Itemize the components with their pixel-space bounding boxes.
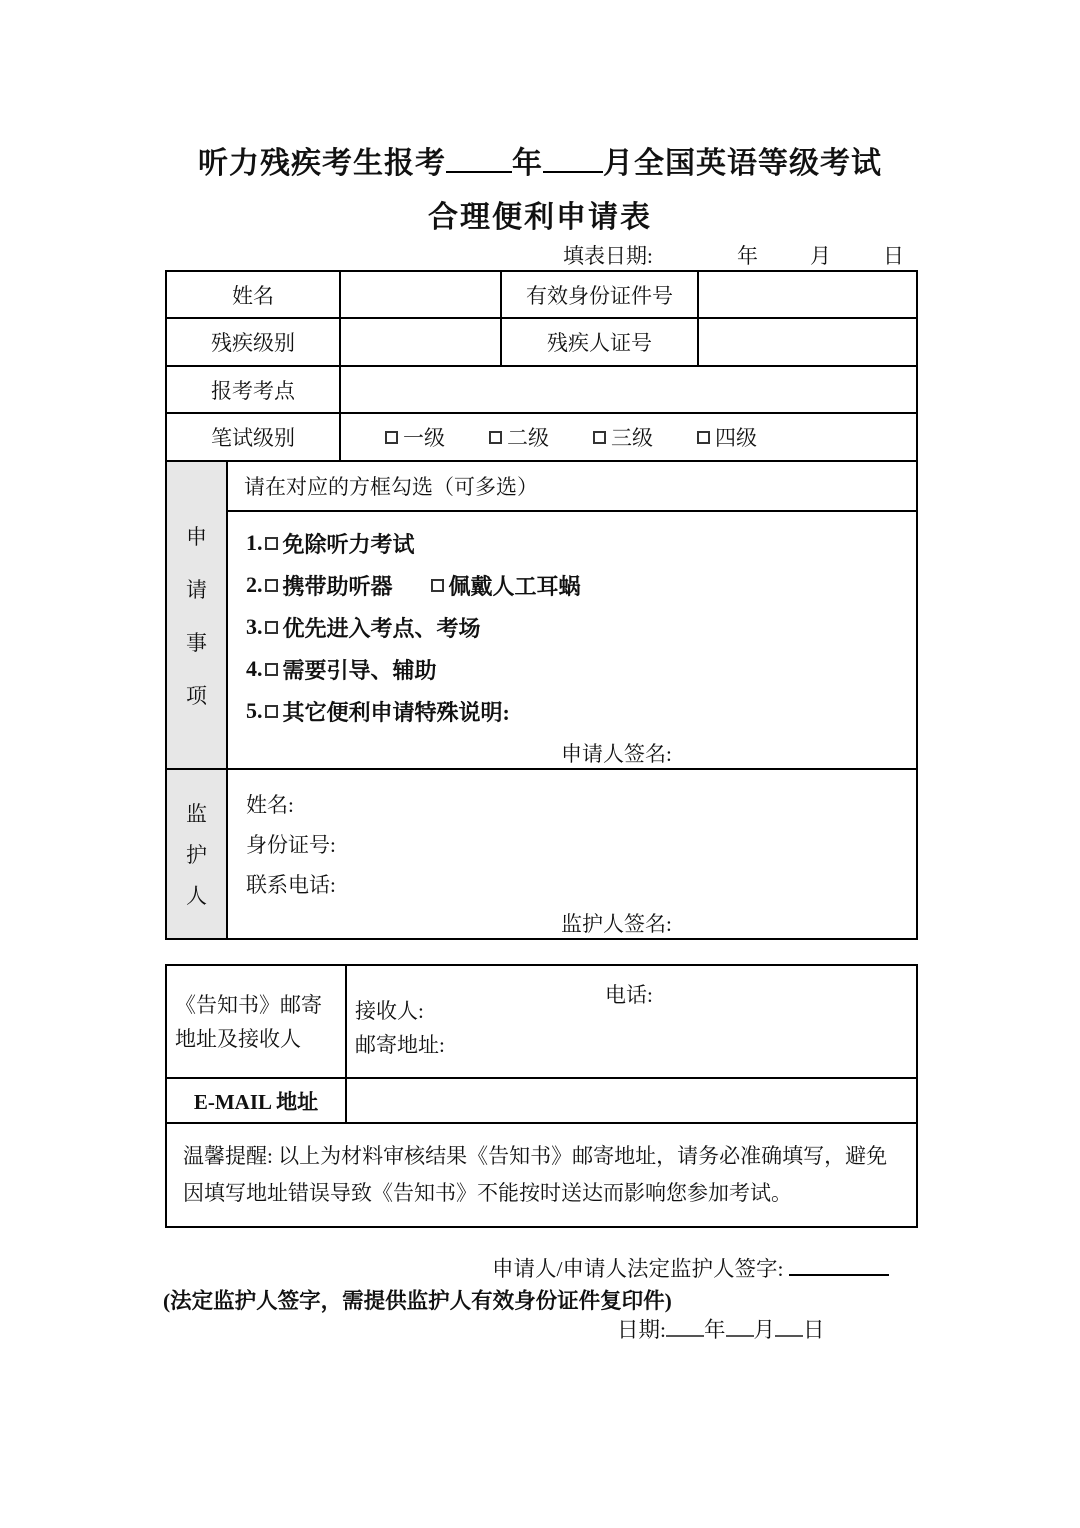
table-row (166, 1123, 917, 1227)
apply-item-2-checkbox-b[interactable] (431, 579, 444, 592)
title-part1: 听力残疾考生报考 (198, 147, 446, 180)
footer-note: (法定监护人签字，需提供监护人有效身份证件复印件) (163, 1289, 672, 1313)
fill-date-day: 日 (883, 244, 904, 268)
fill-date-year: 年 (737, 244, 758, 268)
test-site-input-cell[interactable] (340, 366, 917, 413)
apply-hint: 请在对应的方框勾选（可多选） (228, 462, 916, 512)
level-4-option (697, 422, 757, 452)
footer-signature-blank[interactable] (789, 1255, 889, 1277)
footer-year-blank[interactable] (666, 1316, 704, 1338)
disability-cert-label: 残疾人证号 (501, 318, 698, 366)
level-1-checkbox[interactable] (385, 431, 398, 444)
guardian-phone-field[interactable]: 联系电话: (246, 873, 336, 897)
level-4-checkbox[interactable] (697, 431, 710, 444)
apply-item-4: 4. 需要引导、辅助 (246, 656, 437, 683)
apply-item-5: 5. 其它便利申请特殊说明: (246, 698, 510, 725)
table-row (166, 1078, 917, 1123)
table-row (166, 413, 917, 461)
fill-date-label: 填表日期: (563, 244, 653, 268)
apply-item-4-checkbox[interactable] (265, 663, 278, 676)
written-level-label: 笔试级别 (166, 413, 340, 461)
fill-date-month: 月 (810, 244, 831, 268)
level-1-label: 一级 (403, 426, 445, 450)
email-input-cell[interactable] (346, 1078, 917, 1123)
footer-date-label: 日期: (617, 1318, 666, 1342)
guardian-signature-label[interactable]: 监护人签名: (561, 912, 672, 936)
table-row (166, 366, 917, 413)
apply-section (166, 461, 917, 769)
level-3-option (593, 422, 653, 452)
mail-info-table (165, 964, 918, 1228)
apply-item-2: 2. 携带助听器 佩戴人工耳蜗 (246, 572, 581, 599)
guardian-name-field[interactable]: 姓名: (246, 793, 294, 817)
guardian-section-side-label: 监 护 人 (167, 770, 228, 938)
name-label: 姓名 (166, 271, 340, 318)
page-title-line1 (0, 138, 1080, 182)
apply-item-2-checkbox-a[interactable] (265, 579, 278, 592)
level-4-label: 四级 (715, 426, 757, 450)
table-row (166, 965, 917, 1078)
table-row (166, 461, 917, 769)
level-3-label: 三级 (611, 426, 653, 450)
title-year-blank[interactable] (446, 143, 512, 173)
footer-month-blank[interactable] (726, 1316, 754, 1338)
id-number-input-cell[interactable] (698, 271, 917, 318)
apply-item-1-checkbox[interactable] (265, 537, 278, 550)
main-form-table (165, 270, 918, 940)
title-month-blank[interactable] (543, 143, 603, 173)
disability-level-input-cell[interactable] (340, 318, 501, 366)
disability-cert-input-cell[interactable] (698, 318, 917, 366)
level-2-checkbox[interactable] (489, 431, 502, 444)
footer-signature-label: 申请人/申请人法定监护人签字: (492, 1257, 784, 1281)
guardian-id-field[interactable]: 身份证号: (246, 833, 336, 857)
notice-mail-label: 《告知书》邮寄 地址及接收人 (166, 965, 346, 1078)
test-site-label: 报考考点 (166, 366, 340, 413)
id-number-label: 有效身份证件号 (501, 271, 698, 318)
apply-items (228, 512, 916, 768)
applicant-signature-label[interactable]: 申请人签名: (561, 742, 672, 766)
level-3-checkbox[interactable] (593, 431, 606, 444)
level-1-option (385, 422, 445, 452)
mail-info-input-cell[interactable] (346, 965, 917, 1078)
notice-text: 温馨提醒: 以上为材料审核结果《告知书》邮寄地址，请务必准确填写，避免因填写地址错误导致《告知书》不能按时送达而影响您参加考试。 (166, 1123, 917, 1227)
name-input-cell[interactable] (340, 271, 501, 318)
footer-day-blank[interactable] (775, 1316, 803, 1338)
title-part2: 月全国英语等级考试 (603, 147, 882, 180)
footer-signature-line (492, 1252, 889, 1283)
level-2-option (489, 422, 549, 452)
receiver-label: 接收人: (355, 998, 424, 1023)
page-title-line2: 合理便利申请表 (428, 201, 652, 234)
mail-address-label: 邮寄地址: (355, 1032, 445, 1057)
apply-item-3-checkbox[interactable] (265, 621, 278, 634)
apply-item-3: 3. 优先进入考点、考场 (246, 614, 481, 641)
apply-section-side-label: 申 请 事 项 (167, 462, 228, 768)
level-2-label: 二级 (507, 426, 549, 450)
phone-label: 电话: (605, 983, 653, 1007)
fill-date-line (0, 240, 1080, 268)
apply-item-5-checkbox[interactable] (265, 705, 278, 718)
table-row (166, 769, 917, 939)
apply-item-1: 1. 免除听力考试 (246, 530, 415, 557)
guardian-section (166, 769, 917, 939)
title-year-label: 年 (512, 147, 543, 180)
table-row (166, 318, 917, 366)
email-label: E-MAIL 地址 (166, 1078, 346, 1123)
written-level-options-cell (340, 413, 917, 461)
footer-date-line: 日期: 年 月 日 (617, 1313, 825, 1344)
table-row (166, 271, 917, 318)
disability-level-label: 残疾级别 (166, 318, 340, 366)
